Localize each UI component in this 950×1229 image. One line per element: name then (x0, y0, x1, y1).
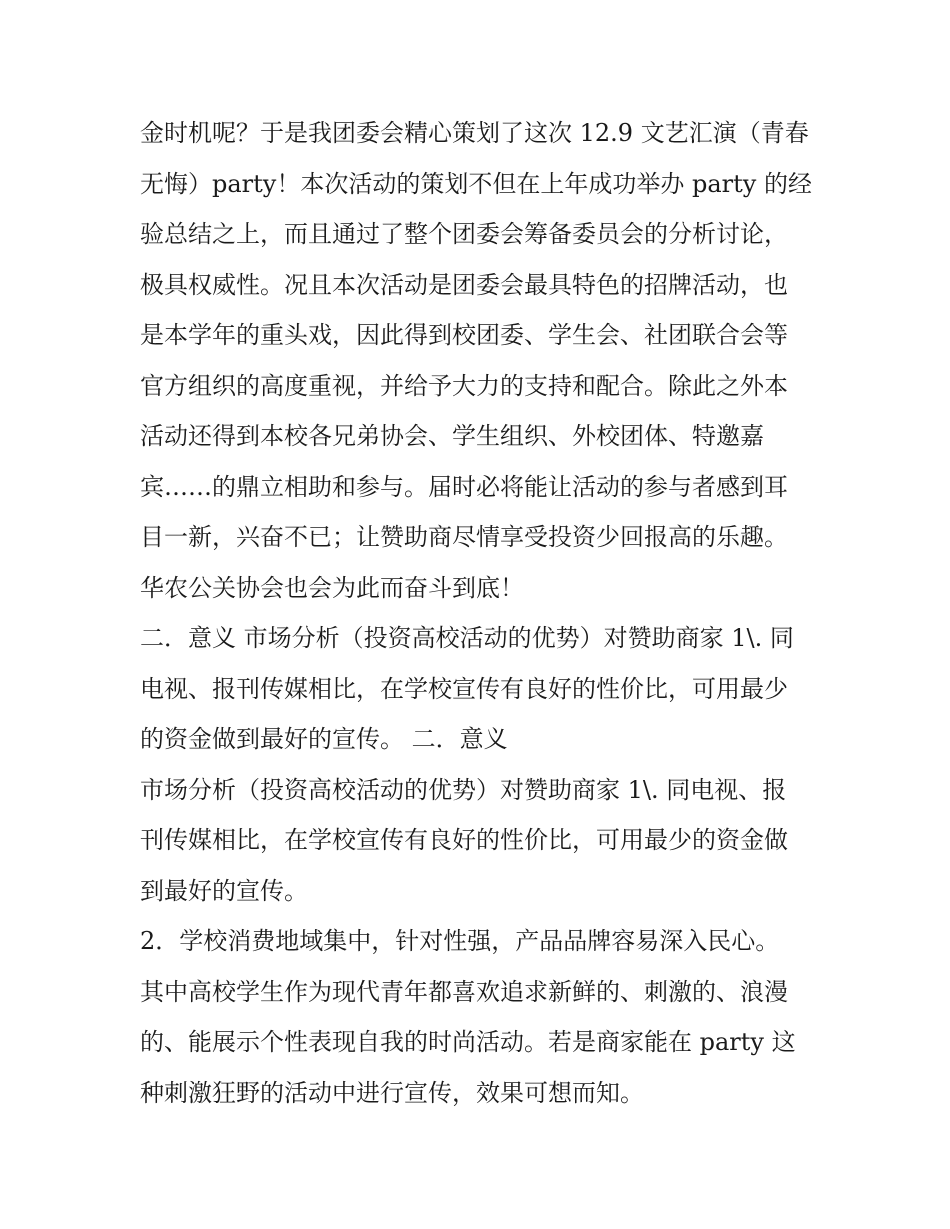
text-line: 目一新，兴奋不已；让赞助商尽情享受投资少回报高的乐趣。 (140, 523, 788, 551)
text-line: 市场分析（投资高校活动的优势）对赞助商家 1\. 同电视、报 (140, 775, 787, 804)
numbered-item-line: 2．学校消费地域集中，针对性强，产品品牌容易深入民心。 (140, 927, 780, 955)
text-line: 官方组织的高度重视，并给予大力的支持和配合。除此之外本 (140, 371, 788, 400)
text-line: 种刺激狂野的活动中进行宣传，效果可想而知。 (140, 1078, 644, 1107)
text-line: 刊传媒相比，在学校宣传有良好的性价比，可用最少的资金做 (140, 826, 788, 854)
section-heading-line: 二．意义 市场分析（投资高校活动的优势）对赞助商家 1\. 同 (140, 624, 794, 652)
text-line: 是本学年的重头戏，因此得到校团委、学生会、社团联合会等 (140, 321, 788, 349)
text-line: 的、能展示个性表现自我的时尚活动。若是商家能在 party 这 (140, 1028, 796, 1056)
text-line: 验总结之上，而且通过了整个团委会筹备委员会的分析讨论， (140, 220, 788, 248)
text-line: 电视、报刊传媒相比，在学校宣传有良好的性价比，可用最少 (140, 674, 788, 703)
text-line: 活动还得到本校各兄弟协会、学生组织、外校团体、特邀嘉 (140, 422, 764, 450)
text-line: 其中高校学生作为现代青年都喜欢追求新鲜的、刺激的、浪漫 (140, 977, 788, 1006)
document-body (140, 108, 820, 1118)
text-line: 金时机呢？于是我团委会精心策划了这次 12.9 文艺汇演（青春 (140, 119, 809, 147)
text-line: 华农公关协会也会为此而奋斗到底！ (140, 573, 524, 602)
text-line: 宾……的鼎立相助和参与。届时必将能让活动的参与者感到耳 (140, 472, 788, 501)
text-line: 无悔）party！本次活动的策划不但在上年成功举办 party 的经 (140, 169, 812, 198)
text-line: 到最好的宣传。 (140, 876, 308, 905)
text-line: 极具权威性。况且本次活动是团委会最具特色的招牌活动，也 (140, 270, 788, 299)
text-line: 的资金做到最好的宣传。 二．意义 (140, 725, 508, 753)
